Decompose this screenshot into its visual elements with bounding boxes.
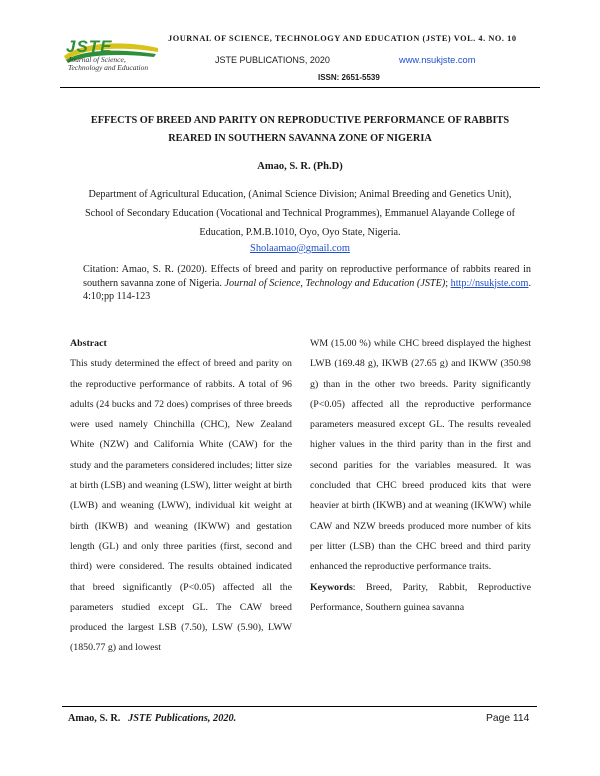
author-email-link[interactable]: Sholaamao@gmail.com	[250, 243, 350, 254]
website-link[interactable]: www.nsukjste.com	[399, 55, 476, 65]
logo-wordmark: JSTE	[66, 37, 113, 56]
keywords-text: : Breed, Parity, Rabbit, Reproductive Performance, Southern guinea savanna	[310, 581, 531, 613]
logo-subtitle: Journal of Science, Technology and Education	[68, 55, 149, 72]
footer-credit	[68, 713, 236, 724]
page-number: Page 114	[486, 713, 530, 724]
abstract-left-text: This study determined the effect of breed and parity on the reproductive performance of rabbits. A total of 96 adults (24 bucks and 72 does) comprises of three breeds were used namely Chinchilla (CHC), New Zealand White (NZW) and California White (CAW) for the study and the parameters considered includes; litter size at birth (LSB) and weaning (LSW), litter weight at birth (LWB) and weaning (LWW), individual kit weight at birth (IKWB) and weaning (IKWW) and gestation length (GL) and only three parities (first, second and third) were considered. The results obtained indicated that breed significantly (P<0.05) affected all the parameters studied except GL. The CAW breed produced the largest LSB (7.50), LSW (5.90), LWW (1850.77 g) and lowest	[70, 358, 292, 654]
article-title-line-2: REARED IN SOUTHERN SAVANNA ZONE OF NIGERIA	[168, 133, 432, 144]
journal-title: JOURNAL OF SCIENCE, TECHNOLOGY AND EDUCATION (JSTE) VOL. 4. NO. 10	[168, 34, 517, 43]
footer-divider	[62, 706, 537, 707]
citation-link[interactable]: http://nsukjste.com	[450, 277, 529, 289]
affiliation	[60, 186, 540, 242]
affiliation-line-2: School of Secondary Education (Vocational and Technical Programmes), Emmanuel Alayande College of	[84, 207, 516, 219]
affiliation-line-1: Department of Agricultural Education, (Animal Science Division; Animal Breeding and Genetics Unit),	[88, 189, 512, 200]
citation	[83, 263, 531, 304]
issn-label: ISSN: 2651-5539	[318, 73, 380, 82]
keywords-label: Keywords	[310, 581, 353, 593]
keywords	[310, 578, 531, 619]
citation-journal: Journal of Science, Technology and Education (JSTE)	[224, 277, 446, 289]
abstract-right-text: WM (15.00 %) while CHC breed displayed the highest LWB (169.48 g), IKWB (27.65 g) and IKWW (350.98 g) than in the other two breeds. Parity significantly (P<0.05) affected all the reproductive performance parameters measured except GL. The results revealed higher values in the third parity than in the first and second parities for the variables measured. It was concluded that CHC breed produced kits that were heavier at birth (IKWB) and at weaning (IKWW) while CAW and NZW breeds produced more number of kits per litter (LSB) than the CHC breed and third parity enhanced the reproductive performance traits.	[310, 338, 531, 573]
header-divider	[60, 87, 540, 88]
abstract-right-column	[310, 334, 531, 618]
citation-separator: ;	[445, 277, 451, 289]
footer-publication: JSTE Publications, 2020.	[128, 713, 237, 724]
abstract-left-column	[70, 334, 292, 659]
affiliation-line-3: Education, P.M.B.1010, Oyo, Oyo State, Nigeria.	[199, 226, 401, 238]
citation-prefix: Citation: Amao, S. R. (2020). Effects of breed and parity on reproductive performance of rabbits reared in southern savanna zone of Nigeria.	[83, 264, 531, 289]
citation-suffix: . 4:10;pp 114-123	[83, 277, 531, 302]
footer-author: Amao, S. R.	[68, 713, 121, 724]
abstract-heading: Abstract	[70, 338, 107, 349]
article-title-line-1: EFFECTS OF BREED AND PARITY ON REPRODUCTIVE PERFORMANCE OF RABBITS	[90, 115, 510, 126]
author-name: Amao, S. R. (Ph.D)	[257, 161, 343, 172]
publications-label: JSTE PUBLICATIONS, 2020	[215, 55, 330, 65]
article-title	[60, 112, 540, 148]
